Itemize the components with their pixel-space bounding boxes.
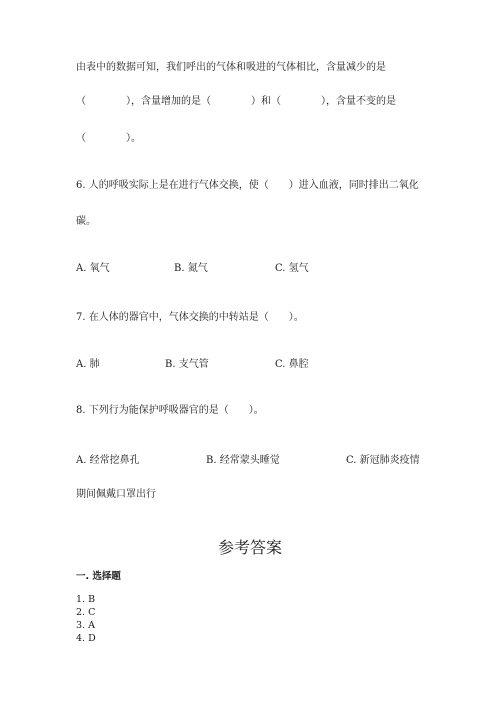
- option-b: B. 支气管: [165, 359, 209, 370]
- question-stem: 7. 在人体的器官中，气体交换的中转站是（ ）。: [76, 312, 304, 323]
- answer-item: 1. B: [76, 594, 96, 605]
- option-b: B. 氮气: [174, 263, 208, 274]
- option-b: B. 经常蒙头睡觉: [206, 455, 280, 466]
- question-text-line: 由表中的数据可知，我们呼出的气体和吸进的气体相比，含量减少的是: [76, 62, 386, 73]
- question-text-line: （ ）。: [76, 133, 141, 144]
- option-c: C. 鼻腔: [275, 359, 309, 370]
- question-stem: 碳。: [76, 216, 96, 227]
- option-a: A. 肺: [76, 359, 100, 370]
- answer-item: 2. C: [76, 607, 96, 618]
- question-stem: 6. 人的呼吸实际上是在进行气体交换，使（ ）进入血液，同时排出二氧化: [76, 180, 419, 191]
- question-stem: 8. 下列行为能保护呼吸器官的是（ ）。: [76, 405, 264, 416]
- option-c: C. 新冠肺炎疫情: [346, 455, 420, 466]
- section-heading: 一. 选择题: [76, 571, 121, 582]
- option-c: C. 氢气: [275, 263, 309, 274]
- answer-item: 3. A: [76, 620, 95, 631]
- answer-item: 4. D: [76, 633, 96, 644]
- option-a: A. 经常挖鼻孔: [76, 455, 140, 466]
- question-text-line: （ ），含量增加的是（ ）和（ ），含量不变的是: [76, 96, 396, 107]
- answers-title: 参考答案: [217, 538, 282, 557]
- option-c-continuation: 期间佩戴口罩出行: [76, 489, 156, 500]
- option-a: A. 氧气: [76, 263, 110, 274]
